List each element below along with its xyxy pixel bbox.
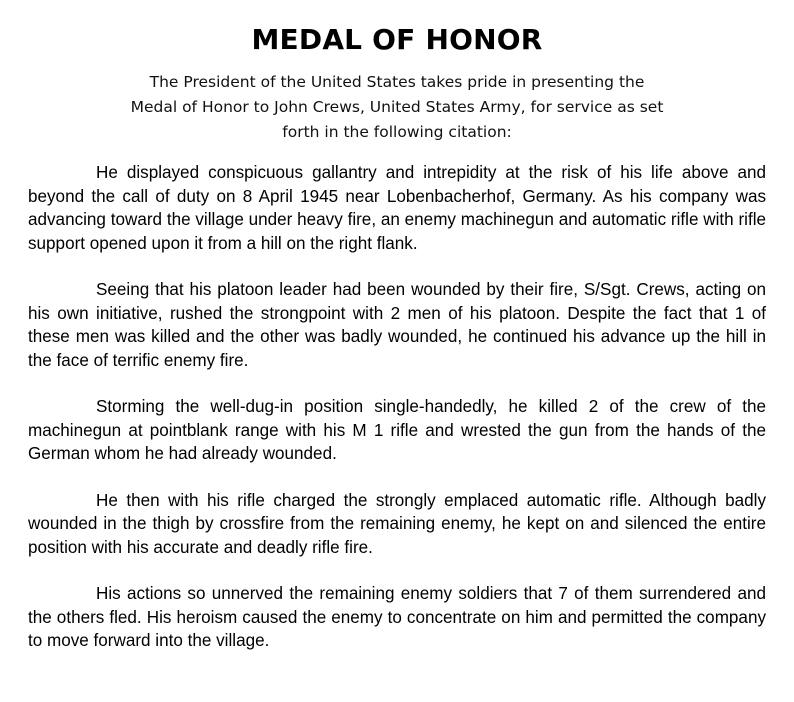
intro-line: The President of the United States takes pride in presenting the — [149, 73, 645, 91]
intro-line: Medal of Honor to John Crews, United States Army, for service as set — [130, 98, 664, 116]
citation-paragraph: Seeing that his platoon leader had been wounded by their fire, S/Sgt. Crews, acting on his own initiative, rushed the strongpoint with 2 men of his platoon. Despite the fact that 1 of these men was killed and the other was badly wounded, he continued his advance up the hill in the face of terrific enemy fire. — [28, 280, 766, 370]
page-title: MEDAL OF HONOR — [251, 23, 543, 56]
intro-line: forth in the following citation: — [282, 123, 512, 141]
citation-paragraph: He displayed conspicuous gallantry and intrepidity at the risk of his life above and beyond the call of duty on 8 April 1945 near Lobenbacherhof, Germany. As his company was advancing toward the village under heavy fire, an enemy machinegun and automatic rifle with rifle support opened upon it from a hill on the right flank. — [28, 163, 766, 253]
citation-paragraph: Storming the well-dug-in position single-handedly, he killed 2 of the crew of the machinegun at pointblank range with his M 1 rifle and wrested the gun from the hands of the German whom he had already wounded. — [28, 397, 766, 463]
citation-paragraph: His actions so unnerved the remaining enemy soldiers that 7 of them surrendered and the others fled. His heroism caused the enemy to concentrate on him and permitted the company to move forward into the village. — [28, 584, 766, 650]
citation-body — [28, 161, 766, 653]
citation-paragraph: He then with his rifle charged the strongly emplaced automatic rifle. Although badly wounded in the thigh by crossfire from the remaining enemy, he kept on and silenced the entire position with his accurate and deadly rifle fire. — [28, 490, 766, 557]
citation-intro — [87, 70, 707, 145]
